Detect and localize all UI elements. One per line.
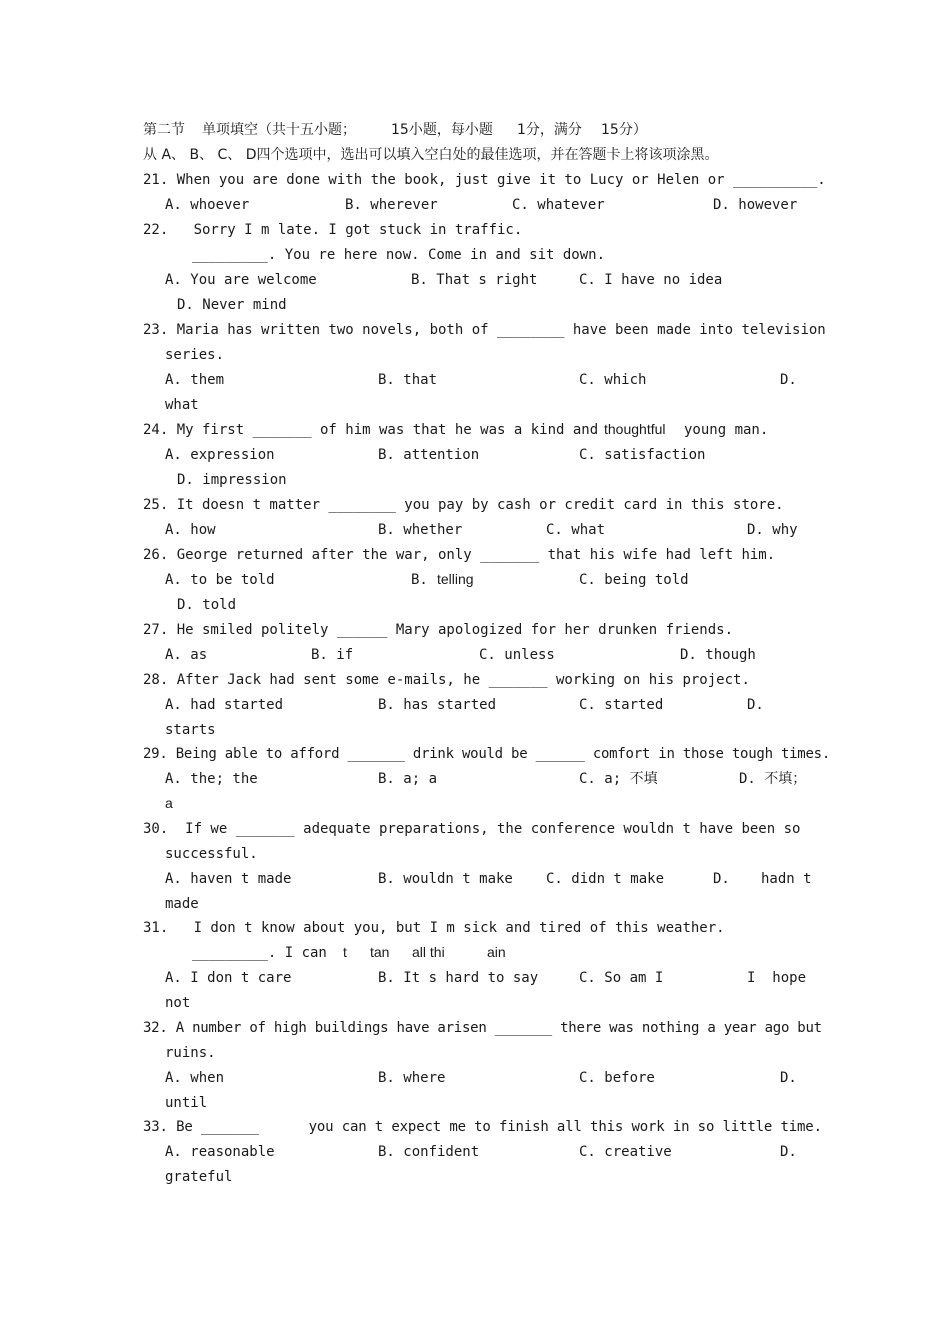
option-c: C. unless <box>479 647 555 663</box>
garbled-fragment: t <box>343 944 347 960</box>
garbled-fragment: ain <box>487 944 506 960</box>
section-title: 单项填空（共十五小题； <box>202 122 356 138</box>
question-stem-word: thoughtful <box>604 421 666 437</box>
question-stem: 22. Sorry I m late. I got stuck in traffic. <box>143 222 523 238</box>
option-c: C. satisfaction <box>579 447 706 463</box>
option-a: A. had started <box>165 697 284 713</box>
option-d-text: grateful <box>165 1169 233 1185</box>
question-stem: 26. George returned after the war, only _______ that his wife had left him. <box>143 547 776 563</box>
option-d-text: a <box>165 795 173 811</box>
question-stem-cont: successful. <box>165 846 258 862</box>
option-c: C. before <box>579 1070 655 1086</box>
option-a: A. haven t made <box>165 871 292 887</box>
option-d: D. however <box>713 197 798 213</box>
option-b: B. that <box>378 372 438 388</box>
option-d-text: what <box>165 397 199 413</box>
option-a: A. You are welcome <box>165 272 317 288</box>
option-a: A. reasonable <box>165 1144 275 1160</box>
option-a: A. I don t care <box>165 970 292 986</box>
question-stem-tail: young man. <box>684 422 769 438</box>
option-c: C. creative <box>579 1144 672 1160</box>
option-b-text: telling <box>437 571 474 587</box>
question-stem-cont: ruins. <box>165 1045 216 1061</box>
option-d: D. <box>713 871 730 887</box>
option-d: D. impression <box>177 472 287 488</box>
question-stem-cont: _________. I can <box>192 945 327 961</box>
garbled-fragment: all thi <box>412 944 445 960</box>
question-count: 15小题，每小题 <box>391 122 493 138</box>
question-stem: 28. After Jack had sent some e-mails, he _______ working on his project. <box>143 672 750 688</box>
garbled-fragment: tan <box>370 944 390 960</box>
option-c: C. didn t make <box>546 871 665 887</box>
option-c: C. started <box>579 697 664 713</box>
option-b: B. confident <box>378 1144 480 1160</box>
option-c: C. what <box>546 522 606 538</box>
option-b: B. has started <box>378 697 497 713</box>
question-stem-cont: _________. You re here now. Come in and sit down. <box>192 247 606 263</box>
question-stem: 33. Be _______ you can t expect me to finish all this work in so little time. <box>143 1119 822 1135</box>
option-a: A. the; the <box>165 771 258 787</box>
option-b: B. attention <box>378 447 480 463</box>
question-stem: 29. Being able to afford _______ drink would be ______ comfort in those tough times. <box>143 746 831 762</box>
option-b: B. That s right <box>411 272 538 288</box>
question-stem: 24. My first _______ of him was that he was a kind and <box>143 422 599 438</box>
option-a: A. them <box>165 372 225 388</box>
option-a: A. whoever <box>165 197 250 213</box>
question-stem: 27. He smiled politely ______ Mary apologized for her drunken friends. <box>143 622 734 638</box>
option-a: A. expression <box>165 447 275 463</box>
option-a: A. when <box>165 1070 225 1086</box>
option-d: D. told <box>177 597 237 613</box>
option-c: C. which <box>579 372 647 388</box>
option-d: D. though <box>680 647 756 663</box>
question-stem-cont: series. <box>165 347 225 363</box>
option-b: B. where <box>378 1070 446 1086</box>
option-a: A. as <box>165 647 208 663</box>
question-stem: 30. If we _______ adequate preparations, the conference wouldn t have been so <box>143 821 801 837</box>
option-b: B. whether <box>378 522 463 538</box>
question-stem: 25. It doesn t matter ________ you pay by cash or credit card in this store. <box>143 497 784 513</box>
option-d: D. why <box>747 522 798 538</box>
option-d: I hope <box>747 970 807 986</box>
option-c: C. So am I <box>579 970 664 986</box>
option-b: B. wherever <box>345 197 438 213</box>
option-d: D. Never mind <box>177 297 287 313</box>
option-d-text: hadn t <box>761 871 812 887</box>
section-label: 第二节 <box>143 122 185 138</box>
option-c: C. being told <box>579 572 689 588</box>
option-b: B. wouldn t make <box>378 871 513 887</box>
option-c: C. whatever <box>512 197 605 213</box>
per-question-score: 1分，满分 <box>517 122 582 138</box>
option-b: B. It s hard to say <box>378 970 539 986</box>
option-d: D. <box>780 1070 797 1086</box>
option-d-text-cont: made <box>165 896 199 912</box>
option-d-text: until <box>165 1095 208 1111</box>
instruction: 从 A、 B、 C、 D四个选项中，选出可以填入空白处的最佳选项，并在答题卡上将该项涂黑。 <box>143 147 719 163</box>
option-b: B. if <box>311 647 354 663</box>
option-d-text: not <box>165 995 191 1011</box>
question-stem: 23. Maria has written two novels, both of ________ have been made into television <box>143 322 826 338</box>
option-d: D. 不填； <box>739 771 807 787</box>
option-d: D. <box>780 372 797 388</box>
question-stem: 32. A number of high buildings have arisen _______ there was nothing a year ago but <box>143 1020 822 1036</box>
question-stem: 21. When you are done with the book, just give it to Lucy or Helen or __________. <box>143 172 826 188</box>
option-d: D. <box>780 1144 797 1160</box>
question-stem: 31. I don t know about you, but I m sick and tired of this weather. <box>143 920 725 936</box>
option-a: A. to be told <box>165 572 275 588</box>
option-d: D. <box>747 697 764 713</box>
option-b: B. a; a <box>378 771 438 787</box>
option-c: C. a; 不填 <box>579 771 658 787</box>
option-d-text: starts <box>165 722 216 738</box>
option-a: A. how <box>165 522 216 538</box>
total-score: 15分） <box>601 122 647 138</box>
option-c: C. I have no idea <box>579 272 723 288</box>
option-b: B. <box>411 572 428 588</box>
